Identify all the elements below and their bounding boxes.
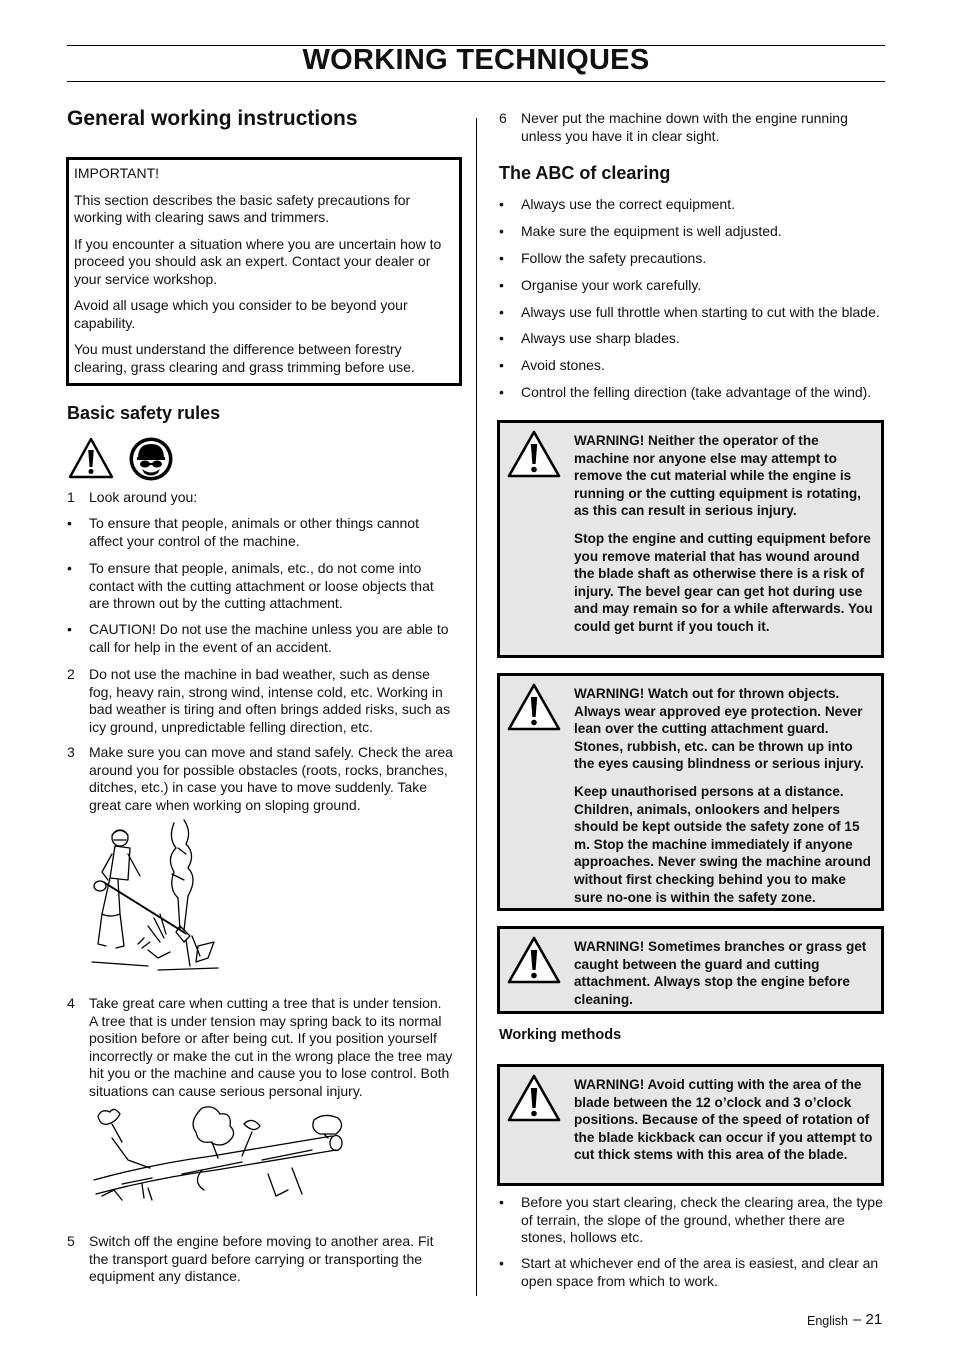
list-text: To ensure that people, animals or other things cannot affect your control of the machine. [89, 515, 419, 549]
bullet-text: Follow the safety precautions. [521, 250, 707, 266]
warning-triangle-icon [67, 436, 115, 480]
bullet-marker: • [499, 330, 504, 346]
bullet-marker: • [499, 1255, 504, 1271]
column-divider [476, 118, 477, 1296]
safety-heading: Basic safety rules [67, 403, 221, 423]
important-paragraph: You must understand the difference between forestry clearing, grass clearing and grass trimming before use. [74, 341, 415, 375]
warning-box [497, 926, 884, 1014]
tree-under-tension-illustration [92, 1104, 354, 1202]
important-paragraph: If you encounter a situation where you are uncertain how to proceed you should ask an expert. Contact your dealer or your service workshop. [74, 235, 442, 287]
list-marker: 4 [67, 995, 75, 1011]
footer-language: English [807, 1314, 848, 1328]
list-marker: 6 [499, 110, 507, 126]
bullet-text: Avoid stones. [521, 357, 605, 373]
bullet-marker: • [499, 250, 504, 266]
bullet-text: Start at whichever end of the area is easiest, and clear an open space from which to work. [521, 1255, 879, 1289]
bullet-marker: • [499, 304, 504, 320]
bullet-marker: • [499, 357, 504, 373]
warning-triangle-icon [506, 429, 562, 479]
list-text: Do not use the machine in bad weather, such as dense fog, heavy rain, strong wind, intense cold, etc. Working in bad weather is tiring and often brings added risks, such as icy ground, unpredictable felling direction, etc. [89, 666, 451, 735]
bullet-text: Always use sharp blades. [521, 330, 680, 346]
list-marker: • [67, 621, 72, 637]
warning-triangle-icon [506, 682, 562, 732]
list-marker: 3 [67, 744, 75, 760]
list-text: Look around you: [89, 489, 198, 505]
section-heading: General working instructions [67, 107, 358, 130]
clearing-operator-illustration [88, 818, 228, 980]
bullet-marker: • [499, 384, 504, 400]
warning-text: WARNING! Watch out for thrown objects. Always wear approved eye protection. Never lean over the cutting attachment guard. Stones, rubbish, etc. can be thrown up into the eyes causing blindness or serious injury. [574, 686, 864, 772]
list-text: Make sure you can move and stand safely. Check the area around you for possible obstacles (roots, rocks, branches, ditches, etc.) in case you have to move suddenly. Take great care when working on sloping ground. [89, 744, 453, 813]
warning-text: WARNING! Sometimes branches or grass get caught between the guard and cutting attachment. Always stop the engine before cleaning. [574, 939, 867, 1007]
warning-triangle-icon [506, 935, 562, 985]
list-text: Take great care when cutting a tree that is under tension. A tree that is under tension may spring back to its normal position before or after being cut. If you position yourself incorrectly or make the cut in the wrong place the tree may hit you or the machine and cause you to lose control. Both situations can cause serious personal injury. [89, 995, 453, 1099]
title-rule [67, 81, 885, 82]
list-marker: 2 [67, 666, 75, 682]
bullet-text: Before you start clearing, check the clearing area, the type of terrain, the slope of the ground, whether there are stones, hollows etc. [521, 1194, 883, 1245]
page-title: WORKING TECHNIQUES [302, 44, 650, 76]
warning-box [497, 673, 884, 911]
warning-box [497, 420, 884, 658]
warning-text: Stop the engine and cutting equipment before you remove material that has wound around the blade shaft as otherwise there is a risk of injury. The bevel gear can get hot during use and may remain so for a while afterwards. You could get burnt if you touch it. [574, 530, 873, 634]
methods-heading: Working methods [499, 1027, 622, 1043]
list-marker: • [67, 515, 72, 531]
warning-triangle-icon [506, 1073, 562, 1123]
important-label: IMPORTANT! [74, 165, 160, 181]
bullet-text: Always use the correct equipment. [521, 196, 735, 212]
important-paragraph: Avoid all usage which you consider to be beyond your capability. [74, 297, 408, 331]
bullet-marker: • [499, 196, 504, 212]
list-text: To ensure that people, animals, etc., do not come into contact with the cutting attachment or loose objects that are thrown out by the cutting attachment. [89, 560, 434, 611]
bullet-marker: • [499, 277, 504, 293]
bullet-marker: • [499, 1194, 504, 1210]
warning-text: WARNING! Avoid cutting with the area of the blade between the 12 o’clock and 3 o’clock positions. Because of the speed of rotation of the blade kickback can occur if you attempt to cut thick stems with this area of the blade. [574, 1077, 873, 1163]
list-text: CAUTION! Do not use the machine unless you are able to call for help in the event of an accident. [89, 621, 449, 655]
list-marker: 5 [67, 1233, 75, 1249]
warning-text: WARNING! Neither the operator of the machine nor anyone else may attempt to remove the cut material while the engine is running or the cutting equipment is rotating, as this can result in serious injury. [574, 433, 861, 519]
page-number: – 21 [853, 1311, 883, 1328]
list-text: Never put the machine down with the engine running unless you have it in clear sight. [521, 110, 848, 144]
bullet-text: Make sure the equipment is well adjusted. [521, 223, 782, 239]
bullet-text: Organise your work carefully. [521, 277, 702, 293]
bullet-marker: • [499, 223, 504, 239]
warning-text: Keep unauthorised persons at a distance. Children, animals, onlookers and helpers should be kept outside the safety zone of 15 m. Stop the machine immediately if anyone approaches. Never swing the machine around without first checking behind you to make sure no-one is within the safety zone. [574, 783, 871, 905]
protective-equipment-icon [128, 436, 174, 482]
warning-box [497, 1064, 884, 1186]
bullet-text: Control the felling direction (take advantage of the wind). [521, 384, 872, 400]
list-text: Switch off the engine before moving to another area. Fit the transport guard before carrying or transporting the equipment any distance. [89, 1233, 434, 1284]
important-paragraph: This section describes the basic safety precautions for working with clearing saws and trimmers. [74, 191, 411, 225]
list-marker: • [67, 560, 72, 576]
list-marker: 1 [67, 489, 75, 505]
abc-heading: The ABC of clearing [499, 163, 671, 183]
bullet-text: Always use full throttle when starting to cut with the blade. [521, 304, 880, 320]
important-box [66, 157, 462, 386]
